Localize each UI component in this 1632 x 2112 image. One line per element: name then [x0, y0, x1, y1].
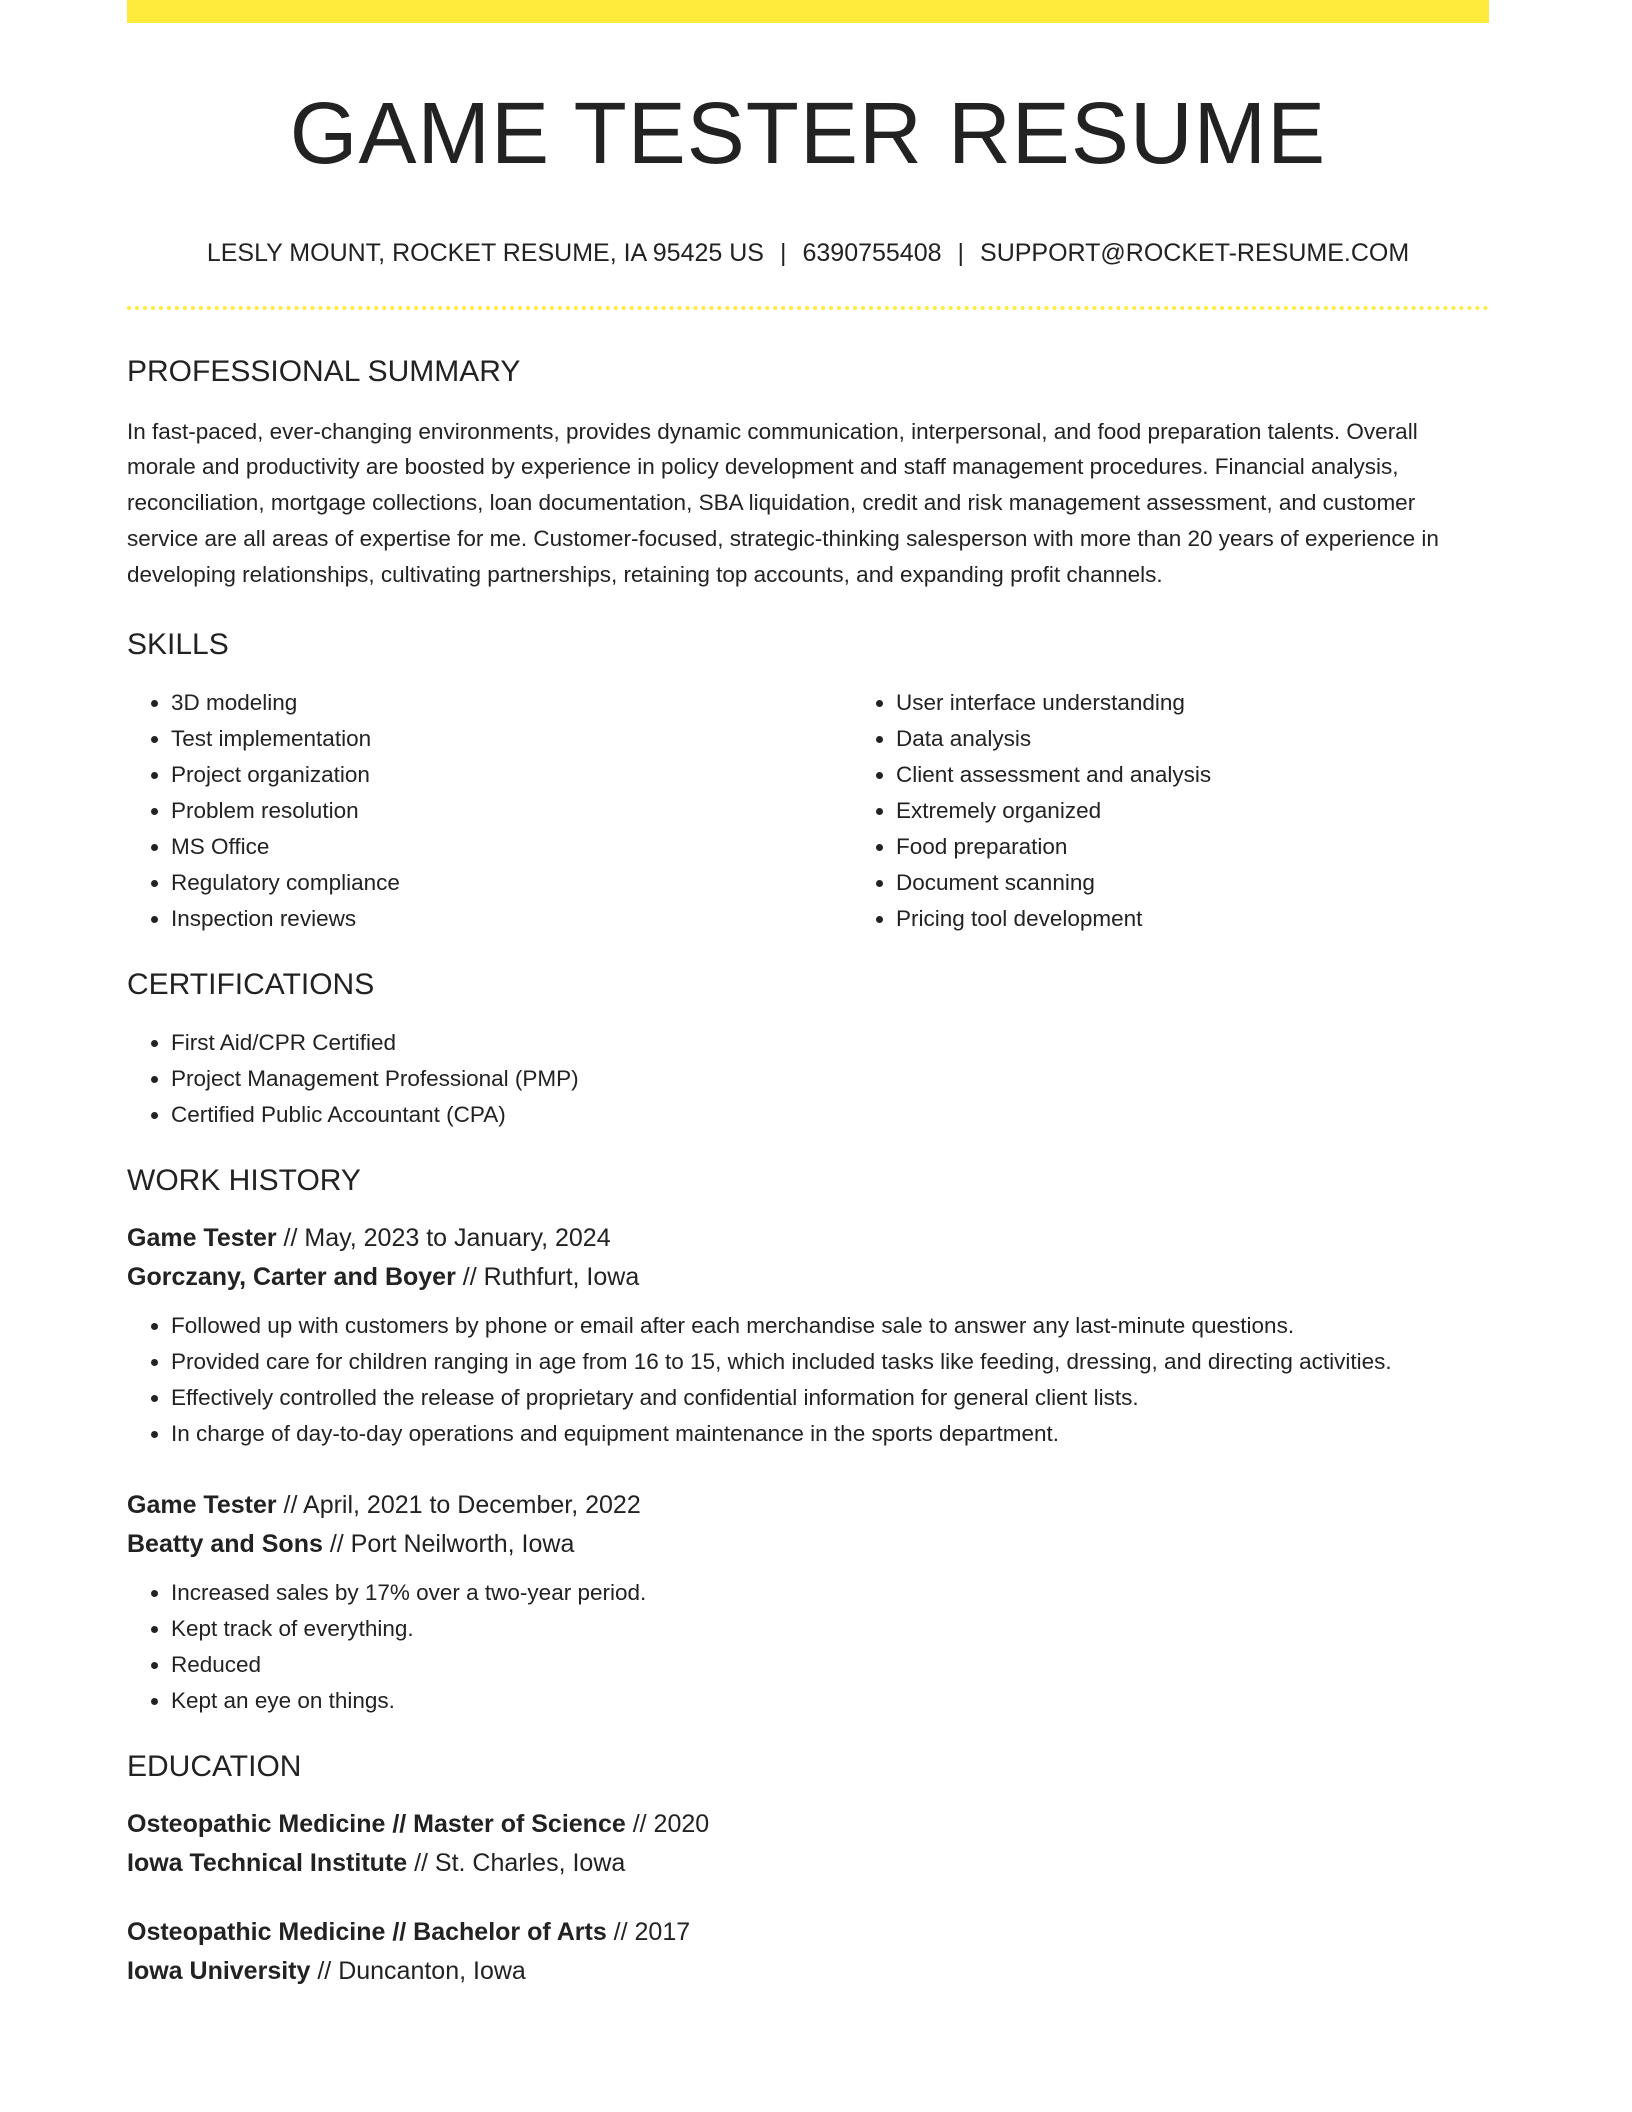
job-dates: // May, 2023 to January, 2024: [276, 1224, 611, 1253]
dotted-divider: [127, 306, 1489, 310]
education-school: Iowa Technical Institute: [127, 1849, 408, 1878]
summary-text: In fast-paced, ever-changing environments, provides dynamic communication, interpersonal, and food preparation talents. Overall morale and productivity are boosted by experience in policy development and staff management procedures. Financial analysis, reconciliation, mortgage collections, loan documentation, SBA liquidation, credit and risk management assessment, and customer service are all areas of expertise for me. Customer-focused, strategic-thinking salesperson with more than 20 years of experience in developing relationships, cultivating partnerships, retaining top accounts, and expanding profit channels.: [127, 418, 1439, 587]
job-bullets: [127, 1308, 1489, 1452]
job-entry: [127, 1219, 1489, 1452]
job-bullet: • In charge of day-to-day operations and equipment maintenance in the sports department.: [171, 1416, 1489, 1452]
certifications-heading: CERTIFICATIONS: [127, 968, 375, 1002]
skill-item: • Inspection reviews: [171, 901, 852, 937]
skill-item: • User interface understanding: [896, 685, 1577, 721]
contact-separator: |: [957, 238, 965, 267]
skills-list-left: [127, 685, 852, 937]
education-school-line: [127, 1952, 1489, 1991]
skill-item: • Regulatory compliance: [171, 865, 852, 901]
job-company-line: [127, 1525, 1489, 1564]
education-year: // 2020: [625, 1810, 710, 1839]
education-entry: [127, 1805, 1489, 1883]
job-title: Game Tester: [127, 1491, 277, 1520]
education-location: // St. Charles, Iowa: [407, 1849, 626, 1878]
job-bullet: • Increased sales by 17% over a two-year period.: [171, 1575, 1489, 1611]
skill-item: • Client assessment and analysis: [896, 757, 1577, 793]
resume-page: [127, 0, 1489, 1991]
contact-line: [127, 238, 1489, 268]
education-location: // Duncanton, Iowa: [310, 1957, 526, 1986]
job-bullets: [127, 1575, 1489, 1719]
skill-item: • Test implementation: [171, 721, 852, 757]
job-location: // Port Neilworth, Iowa: [322, 1530, 575, 1559]
education-degree-line: [127, 1913, 1489, 1952]
contact-separator: |: [779, 238, 787, 267]
skill-item: • Document scanning: [896, 865, 1577, 901]
job-bullet: • Effectively controlled the release of proprietary and confidential information for general client lists.: [171, 1380, 1489, 1416]
education-degree: Osteopathic Medicine // Bachelor of Arts: [127, 1918, 607, 1947]
skills-columns: [127, 685, 1489, 937]
certifications-list: [127, 1025, 1489, 1133]
skill-item: • Project organization: [171, 757, 852, 793]
job-bullet: • Reduced: [171, 1647, 1489, 1683]
skill-item: • Problem resolution: [171, 793, 852, 829]
job-bullet: • Followed up with customers by phone or email after each merchandise sale to answer any last-minute questions.: [171, 1308, 1489, 1344]
education-degree: Osteopathic Medicine // Master of Science: [127, 1810, 626, 1839]
education-school-line: [127, 1844, 1489, 1883]
summary-heading: PROFESSIONAL SUMMARY: [127, 354, 521, 388]
skill-item: • Extremely organized: [896, 793, 1577, 829]
resume-title: GAME TESTER RESUME: [289, 85, 1327, 182]
education-degree-line: [127, 1805, 1489, 1844]
job-title-line: [127, 1219, 1489, 1258]
contact-address: LESLY MOUNT, ROCKET RESUME, IA 95425 US: [206, 238, 764, 267]
certification-item: • Project Management Professional (PMP): [171, 1061, 1489, 1097]
job-dates: // April, 2021 to December, 2022: [276, 1491, 641, 1520]
skill-item: • Pricing tool development: [896, 901, 1577, 937]
top-accent-bar: [127, 0, 1489, 23]
skill-item: • Data analysis: [896, 721, 1577, 757]
job-company-line: [127, 1258, 1489, 1297]
contact-email: SUPPORT@ROCKET-RESUME.COM: [980, 238, 1410, 267]
work-history-heading: WORK HISTORY: [127, 1164, 361, 1198]
skill-item: • MS Office: [171, 829, 852, 865]
contact-phone: 6390755408: [802, 238, 942, 267]
education-heading: EDUCATION: [127, 1750, 302, 1784]
education-school: Iowa University: [127, 1957, 311, 1986]
job-title-line: [127, 1486, 1489, 1525]
certification-item: • First Aid/CPR Certified: [171, 1025, 1489, 1061]
skills-heading: SKILLS: [127, 628, 229, 662]
job-title: Game Tester: [127, 1224, 277, 1253]
skill-item: • 3D modeling: [171, 685, 852, 721]
job-company: Gorczany, Carter and Boyer: [127, 1263, 456, 1292]
education-year: // 2017: [606, 1918, 691, 1947]
job-bullet: • Kept an eye on things.: [171, 1683, 1489, 1719]
job-entry: [127, 1486, 1489, 1719]
skills-list-right: [852, 685, 1577, 937]
certification-item: • Certified Public Accountant (CPA): [171, 1097, 1489, 1133]
job-company: Beatty and Sons: [127, 1530, 323, 1559]
job-bullet: • Kept track of everything.: [171, 1611, 1489, 1647]
job-location: // Ruthfurt, Iowa: [455, 1263, 640, 1292]
education-entry: [127, 1913, 1489, 1991]
job-bullet: • Provided care for children ranging in age from 16 to 15, which included tasks like feeding, dressing, and directing activities.: [171, 1344, 1489, 1380]
skill-item: • Food preparation: [896, 829, 1577, 865]
